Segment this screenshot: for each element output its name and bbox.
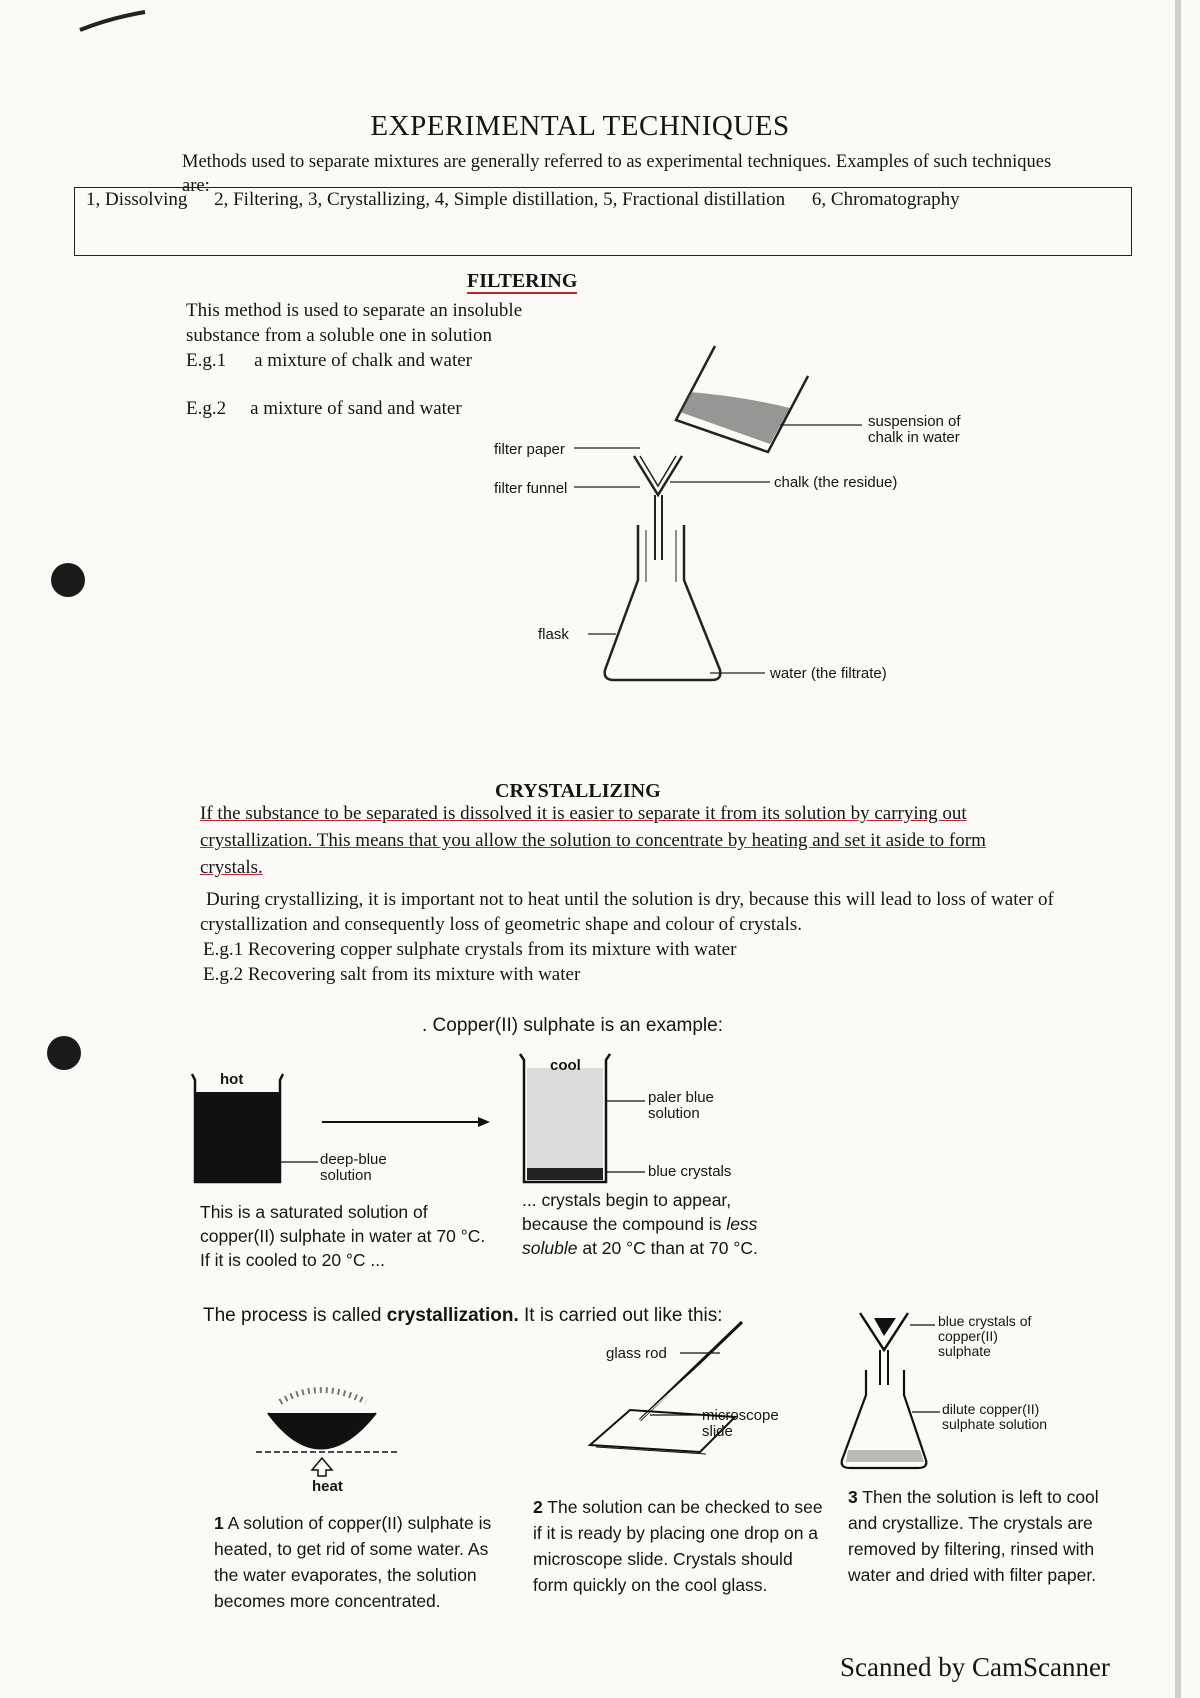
technique-item: 2, Filtering, 3, Crystallizing, 4, Simple distillation, 5, Fractional distillation <box>214 189 786 210</box>
deep-blue-label: deep-blue solution <box>320 1151 387 1184</box>
cool-label: cool <box>550 1057 581 1074</box>
crystals-appear-text: ... crystals begin to appear, because the compound is less soluble at 20 °C than at 70 °C. <box>522 1190 758 1258</box>
technique-item: 1, Dissolving <box>86 189 188 210</box>
step-2-text: 2 The solution can be checked to see if it is ready by placing one drop on a microscope slide. Crystals should form quickly on the cool glass. <box>533 1497 823 1595</box>
filtering-example-1: E.g.1 a mixture of chalk and water <box>186 350 472 371</box>
copper-caption: . Copper(II) sulphate is an example: <box>422 1015 723 1036</box>
filtering-example-2: E.g.2 a mixture of sand and water <box>186 398 462 419</box>
paler-blue-label: paler blue solution <box>648 1089 714 1122</box>
crystallizing-para-1: If the substance to be separated is dissolved it is easier to separate it from its solution by carrying out crystallization. This means that you allow the solution to concentrate by heating and set it aside to form crystals. <box>200 803 986 878</box>
step-3-text: 3 Then the solution is left to cool and crystallize. The crystals are removed by filtering, rinsed with water and dried with filter paper. <box>848 1487 1099 1585</box>
crystallizing-para-2: During crystallizing, it is important not to heat until the solution is dry, because this will lead to loss of water of crystallization and consequently loss of geometric shape and colour of crystals. <box>200 889 1054 935</box>
blue-crystals-label: blue crystals <box>648 1163 732 1180</box>
label-filter-funnel: filter funnel <box>494 480 568 497</box>
process-intro: The process is called crystallization. It is carried out like this: <box>203 1305 723 1326</box>
label-filter-paper: filter paper <box>494 441 565 458</box>
saturated-solution-text: This is a saturated solution of copper(II) sulphate in water at 70 °C. If it is cooled to 20 °C ... <box>200 1202 486 1270</box>
crystallizing-example-1: E.g.1 Recovering copper sulphate crystals from its mixture with water <box>203 939 737 960</box>
filtering-description: This method is used to separate an insoluble substance from a soluble one in solution <box>186 300 523 346</box>
label-flask: flask <box>538 626 569 643</box>
hot-label: hot <box>220 1071 244 1088</box>
technique-item: 6, Chromatography <box>811 189 960 210</box>
crystallizing-example-2: E.g.2 Recovering salt from its mixture with water <box>203 964 581 985</box>
evaporating-basin <box>256 1390 398 1476</box>
crystallizing-flask <box>842 1313 940 1468</box>
step-1-text: 1 A solution of copper(II) sulphate is heated, to get rid of some water. As the water evaporates, the solution becomes more concentrated. <box>214 1513 492 1611</box>
label-chalk-residue: chalk (the residue) <box>774 474 898 491</box>
label-suspension: suspension of chalk in water <box>868 413 961 446</box>
intro-text: Methods used to separate mixtures are generally referred to as experimental techniques. Examples of such techniques are: <box>182 152 1052 196</box>
page-title: EXPERIMENTAL TECHNIQUES <box>370 110 790 142</box>
dilute-cu-label: dilute copper(II) sulphate solution <box>942 1401 1048 1432</box>
blue-crystals-cu-label: blue crystals of copper(II) sulphate <box>938 1313 1032 1359</box>
heat-label: heat <box>312 1478 343 1495</box>
glass-rod-label: glass rod <box>606 1345 667 1362</box>
label-water-filtrate: water (the filtrate) <box>770 665 887 682</box>
crystallizing-heading: CRYSTALLIZING <box>495 780 661 802</box>
microscope-slide-label: microscope slide <box>702 1407 779 1440</box>
filtering-heading: FILTERING <box>467 270 578 292</box>
scanner-watermark: Scanned by CamScanner <box>840 1652 1110 1682</box>
